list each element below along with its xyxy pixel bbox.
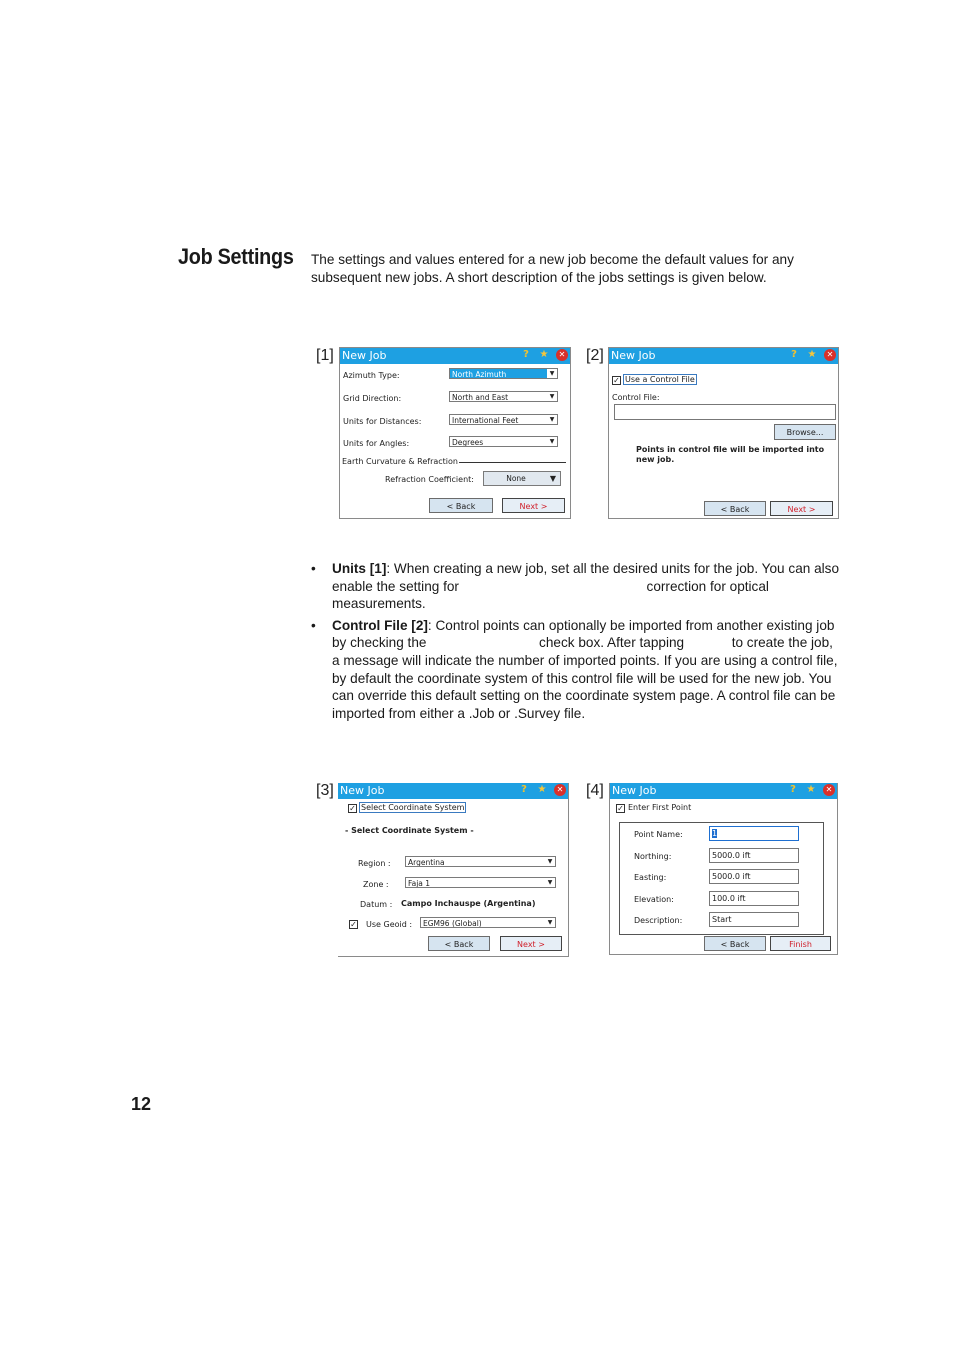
zone-value: Faja 1 <box>408 879 431 888</box>
window-title: New Job <box>340 784 385 797</box>
chevron-down-icon: ▼ <box>547 369 557 378</box>
window-title: New Job <box>612 784 657 797</box>
use-control-file-checkbox[interactable]: ✓ <box>613 376 620 385</box>
figure-label-3: [3] <box>316 782 334 799</box>
azimuth-label: Azimuth Type: <box>343 371 400 380</box>
bullet-text: to create the job, a message will indicate the number of imported points. If you are using a control file, by default the coordinate system of this control file will be used for the new job. You can override this default setting on the coordinate system page. A control file can be imported from either a .Job or .Survey file. <box>332 635 838 721</box>
figure-label-1: [1] <box>316 347 334 364</box>
northing-input[interactable]: 5000.0 ift <box>709 848 799 863</box>
refraction-label: Refraction Coefficient: <box>385 475 474 484</box>
chevron-down-icon: ▼ <box>547 415 557 424</box>
window-title: New Job <box>342 349 387 362</box>
figure-label-4: [4] <box>586 782 604 799</box>
grid-dropdown[interactable] <box>449 391 558 402</box>
figure-label-2: [2] <box>586 347 604 364</box>
close-icon[interactable]: ✕ <box>556 349 568 361</box>
title-bar <box>610 783 837 799</box>
screen-coordinate-system <box>338 783 569 957</box>
control-file-input[interactable] <box>614 404 836 420</box>
region-dropdown[interactable] <box>405 856 556 867</box>
chevron-down-icon: ▼ <box>545 857 555 866</box>
back-button[interactable]: < Back <box>429 498 493 513</box>
earth-curvature-label: Earth Curvature & Refraction <box>342 457 458 466</box>
elevation-input[interactable]: 100.0 ift <box>709 891 799 906</box>
star-icon[interactable]: ★ <box>806 784 816 795</box>
chevron-down-icon: ▼ <box>545 878 555 887</box>
bullet-term: Units [1] <box>332 561 387 576</box>
help-icon[interactable]: ? <box>790 784 796 795</box>
bullet-units <box>311 560 843 613</box>
browse-button[interactable]: Browse... <box>774 424 836 440</box>
screen-control-file <box>608 347 839 519</box>
help-icon[interactable]: ? <box>523 349 529 360</box>
datum-label: Datum : <box>360 900 393 909</box>
grid-value: North and East <box>452 393 509 402</box>
star-icon[interactable]: ★ <box>539 349 549 360</box>
point-name-input[interactable] <box>709 826 799 841</box>
enter-first-point-checkbox[interactable]: ✓ <box>617 804 624 813</box>
back-button[interactable]: < Back <box>704 501 766 516</box>
divider <box>459 462 566 463</box>
title-bar <box>609 348 838 364</box>
enter-first-point-label: Enter First Point <box>628 803 692 812</box>
chevron-down-icon: ▼ <box>547 392 557 401</box>
use-geoid-checkbox[interactable]: ✓ <box>350 920 357 929</box>
distance-dropdown[interactable] <box>449 414 558 425</box>
back-button[interactable]: < Back <box>428 936 490 951</box>
close-icon[interactable]: ✕ <box>554 784 566 796</box>
refraction-dropdown[interactable] <box>483 471 561 486</box>
geoid-label: Use Geoid : <box>366 920 413 929</box>
region-label: Region : <box>358 859 391 868</box>
bullet-text: : Control points can optionally be imported from another existing job by checking the <box>332 617 835 651</box>
close-icon[interactable]: ✕ <box>823 784 835 796</box>
control-file-label: Control File: <box>612 393 660 402</box>
easting-input[interactable]: 5000.0 ift <box>709 869 799 884</box>
azimuth-value: North Azimuth <box>452 370 507 379</box>
distance-label: Units for Distances: <box>343 417 422 426</box>
easting-label: Easting: <box>634 873 667 882</box>
chevron-down-icon: ▼ <box>547 437 557 446</box>
bullet-text: : When creating a new job, set all the desired units for the job. You can also enable the setting for <box>332 561 840 594</box>
cs-heading: - Select Coordinate System - <box>345 826 474 835</box>
page-number: 12 <box>131 1094 152 1114</box>
geoid-dropdown[interactable] <box>420 917 556 928</box>
datum-value: Campo Inchauspe (Argentina) <box>401 899 536 908</box>
bullet-dot: • <box>311 617 316 633</box>
help-icon[interactable]: ? <box>791 349 797 360</box>
bullet-control-file <box>311 617 843 723</box>
elevation-label: Elevation: <box>634 895 674 904</box>
finish-button[interactable]: Finish <box>770 936 831 951</box>
point-name-value: 1 <box>712 829 718 838</box>
screen-units <box>339 347 571 519</box>
region-value: Argentina <box>408 858 445 867</box>
zone-dropdown[interactable] <box>405 877 556 888</box>
refraction-value: None <box>506 474 526 483</box>
import-message: Points in control file will be imported into new job. <box>636 445 825 464</box>
next-button[interactable]: Next > <box>500 936 562 951</box>
next-button[interactable]: Next > <box>770 501 833 516</box>
bullet-list <box>311 560 843 726</box>
window-title: New Job <box>611 349 656 362</box>
screen-first-point <box>609 783 838 955</box>
grid-label: Grid Direction: <box>343 394 402 403</box>
close-icon[interactable]: ✕ <box>824 349 836 361</box>
chevron-down-icon: ▼ <box>545 918 555 927</box>
azimuth-dropdown[interactable] <box>449 368 558 379</box>
angles-label: Units for Angles: <box>343 439 410 448</box>
bullet-text: correction for optical measurements. <box>332 578 769 612</box>
bullet-text: check box. After tapping <box>539 635 685 651</box>
angles-value: Degrees <box>452 438 484 447</box>
distance-value: International Feet <box>452 416 519 425</box>
northing-label: Northing: <box>634 852 672 861</box>
geoid-value: EGM96 (Global) <box>423 919 482 928</box>
section-heading: Job Settings <box>178 244 294 269</box>
use-control-file-label: Use a Control File <box>625 375 695 384</box>
title-bar <box>338 783 568 799</box>
next-button[interactable]: Next > <box>502 498 565 513</box>
title-bar <box>340 348 570 364</box>
angles-dropdown[interactable] <box>449 436 558 447</box>
description-input[interactable]: Start <box>709 912 799 927</box>
description-label: Description: <box>634 916 683 925</box>
chevron-down-icon: ▼ <box>546 472 560 485</box>
point-name-label: Point Name: <box>634 830 683 839</box>
zone-label: Zone : <box>363 880 389 889</box>
back-button[interactable]: < Back <box>704 936 766 951</box>
select-cs-label: Select Coordinate System <box>361 803 465 812</box>
select-cs-checkbox[interactable]: ✓ <box>349 804 356 813</box>
bullet-term: Control File [2] <box>332 617 428 633</box>
intro-paragraph: The settings and values entered for a new job become the default values for any subsequent new jobs. A short description of the jobs settings is given below. <box>311 252 794 285</box>
star-icon[interactable]: ★ <box>537 784 547 795</box>
help-icon[interactable]: ? <box>521 784 527 795</box>
star-icon[interactable]: ★ <box>807 349 817 360</box>
bullet-dot: • <box>311 561 316 576</box>
